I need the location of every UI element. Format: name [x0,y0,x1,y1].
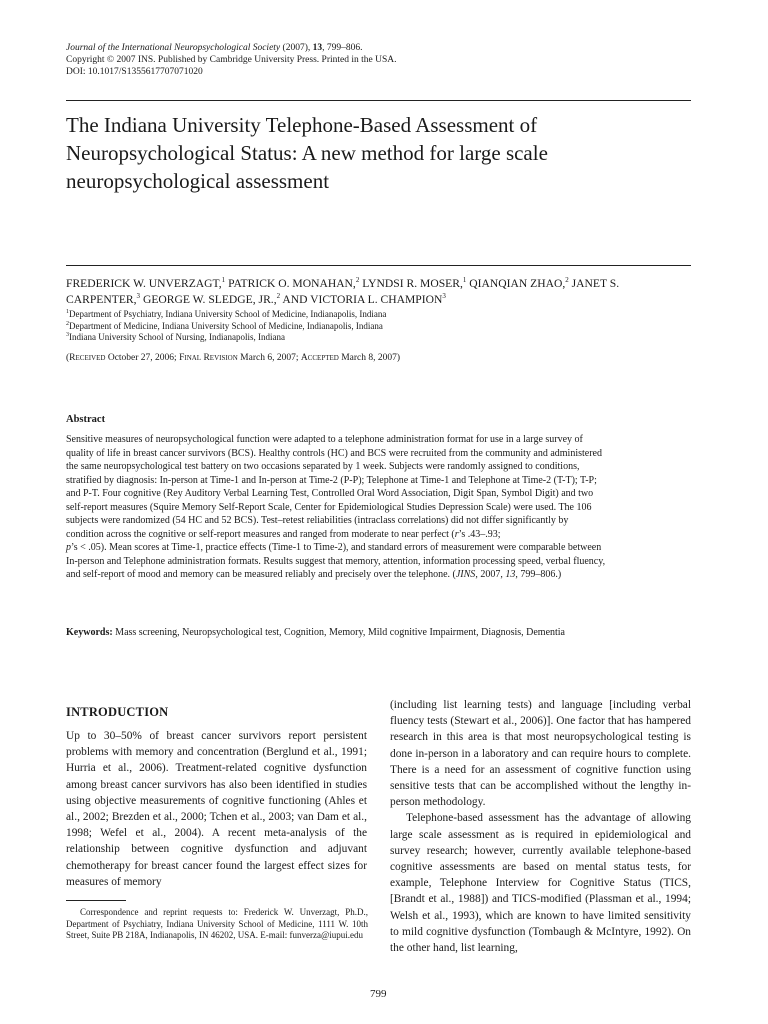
author-name: PATRICK O. MONAHAN, [225,277,356,290]
footnote-rule [66,900,126,901]
author-affil-mark: 3 [136,291,141,300]
author-affil-mark: 1 [462,276,467,285]
affiliation: $^3$Indiana University School of Nursing, Indianapolis, Indiana [66,332,285,342]
author-name: JANET S. CARPENTER, [66,277,620,306]
left-column [66,728,367,890]
right-column [390,697,691,956]
paper-title: The Indiana University Telephone-Based Assessment of Neuropsychological Status: A new method for large scale neuropsychological assessment [66,113,548,193]
journal-citation: Journal of the International Neuropsychological Society (2007), 13, 799–806. [66,43,363,53]
author-name: GEORGE W. SLEDGE, JR., [140,292,277,306]
author-affil-mark: 1 [221,276,226,285]
abstract-heading: Abstract [66,414,106,425]
header-rule [66,100,691,101]
section-heading-introduction: INTRODUCTION [66,705,169,719]
body-paragraph: Telephone-based assessment has the advantage of allowing large scale assessment as is required in epidemiological and survey research; however, currently available telephone-based cognitive assessments are based on mental status tests, for example, Telephone Interview for Cognitive Status (TICS, [Brandt et al., 1988]) and TICS-modified (Plassman et al., 1994; Welsh et al., 1993), which are known to have limited sensitivity to mild cognitive dysfunction (Tombaugh & McIntyre, 1992). On the other hand, list learning, [390,812,691,955]
abstract-body: Sensitive measures of neuropsychological function were adapted to a telephone administration format for use in a large survey of quality of life in breast cancer survivors (BCS). Healthy controls (HC) and BCS were recruited from the community and administered the same neuropsychological test battery on two occasions separated by 1 week. Subjects were randomly assigned to conditions, stratified by diagnosis: In-person at Time-1 and In-person at Time-2 (P-P); Telephone at Time-1 and Telephone at Time-2 (T-T); T-P; and P-T. Four cognitive (Rey Auditory Verbal Learning Test, Controlled Oral Word Association, Digit Span, Symbol Digit) and two self-report measures (Squire Memory Self-Report Scale, Center for Epidemiological Studies Depression Scale) were used. The 106 subjects were randomized (54 HC and 52 BCS). Test–retest reliabilities (intraclass correlations) did not differ significantly by condition across the cognitive or self-report measures and ranged from moderate to near perfect (r’s .43–.93; p’s < .05). Mean scores at Time-1, practice effects (Time-1 to Time-2), and standard errors of measurement were comparable between In-person and Telephone administration formats. Results suggest that memory, attention, information processing speed, verbal fluency, and self-report of mood and memory can be measured reliably and precisely over the telephone. (JINS, 2007, 13, 799–806.) [66,434,606,580]
author-affil-mark: 3 [442,291,446,300]
doi-line: DOI: 10.1017/S1355617707071020 [66,67,203,77]
author-affil-mark: 2 [565,276,569,285]
author-name: FREDERICK W. UNVERZAGT, [66,277,222,290]
body-paragraph: Up to 30–50% of breast cancer survivors report persistent problems with memory and concentration (Berglund et al., 1991; Hurria et al., 2006). Treatment-related cognitive dysfunction among breast cancer survivors has also been identified in studies using objective measurements of cognitive functioning (Ahles et al., 2002; Brezden et al., 2000; Tchen et al., 2003; van Dam et al., 1998; Wefel et al., 2004). A recent meta-analysis of the relationship between cognitive dysfunction and adjuvant chemotherapy for breast cancer found the largest effect sizes for measures of memory [66,730,367,888]
copyright-line: Copyright © 2007 INS. Published by Cambridge University Press. Printed in the USA. [66,55,397,65]
author-name: QIANQIAN ZHAO, [466,277,566,290]
page-number: 799 [370,988,387,1000]
author-affil-mark: 2 [276,291,281,300]
keywords-text: Mass screening, Neuropsychological test, Cognition, Memory, Mild cognitive Impairment, Diagnosis, Dementia [112,627,565,638]
author-affil-mark: 2 [355,276,360,285]
title-rule [66,265,691,266]
keywords-label: Keywords: [66,627,113,638]
submission-dates: (Received October 27, 2006; Final Revision March 6, 2007; Accepted March 8, 2007) [66,353,401,363]
body-paragraph: (including list learning tests) and language [including verbal fluency tests (Stewart et al., 2006)]. One factor that has hampered research in this area is that most neuropsychological testing is done in-person in a laboratory and can require hours to complete. There is a need for an assessment of cognitive function using sensitive tests that can be accomplished without the lengthy in-person methodology. [390,699,691,809]
author-list [66,276,691,307]
affiliation: $^2$Department of Medicine, Indiana University School of Medicine, Indianapolis, Indiana [66,320,383,331]
correspondence-footnote: Correspondence and reprint requests to: Frederick W. Unverzagt, Ph.D., Department of Psychiatry, Indiana University School of Medicine, 1111 W. 10th Street, Suite PB 218A, Indianapolis, IN 46202, USA. E-mail: funverza@iupui.edu [66,907,368,940]
author-name: AND VICTORIA L. CHAMPION [280,292,443,306]
journal-header [66,42,396,78]
affiliation: $^1$Department of Psychiatry, Indiana University School of Medicine, Indianapolis, Indiana [66,309,387,319]
keywords [66,626,608,640]
author-name: LYNDSI R. MOSER, [359,277,463,290]
affiliation-list [66,309,386,344]
